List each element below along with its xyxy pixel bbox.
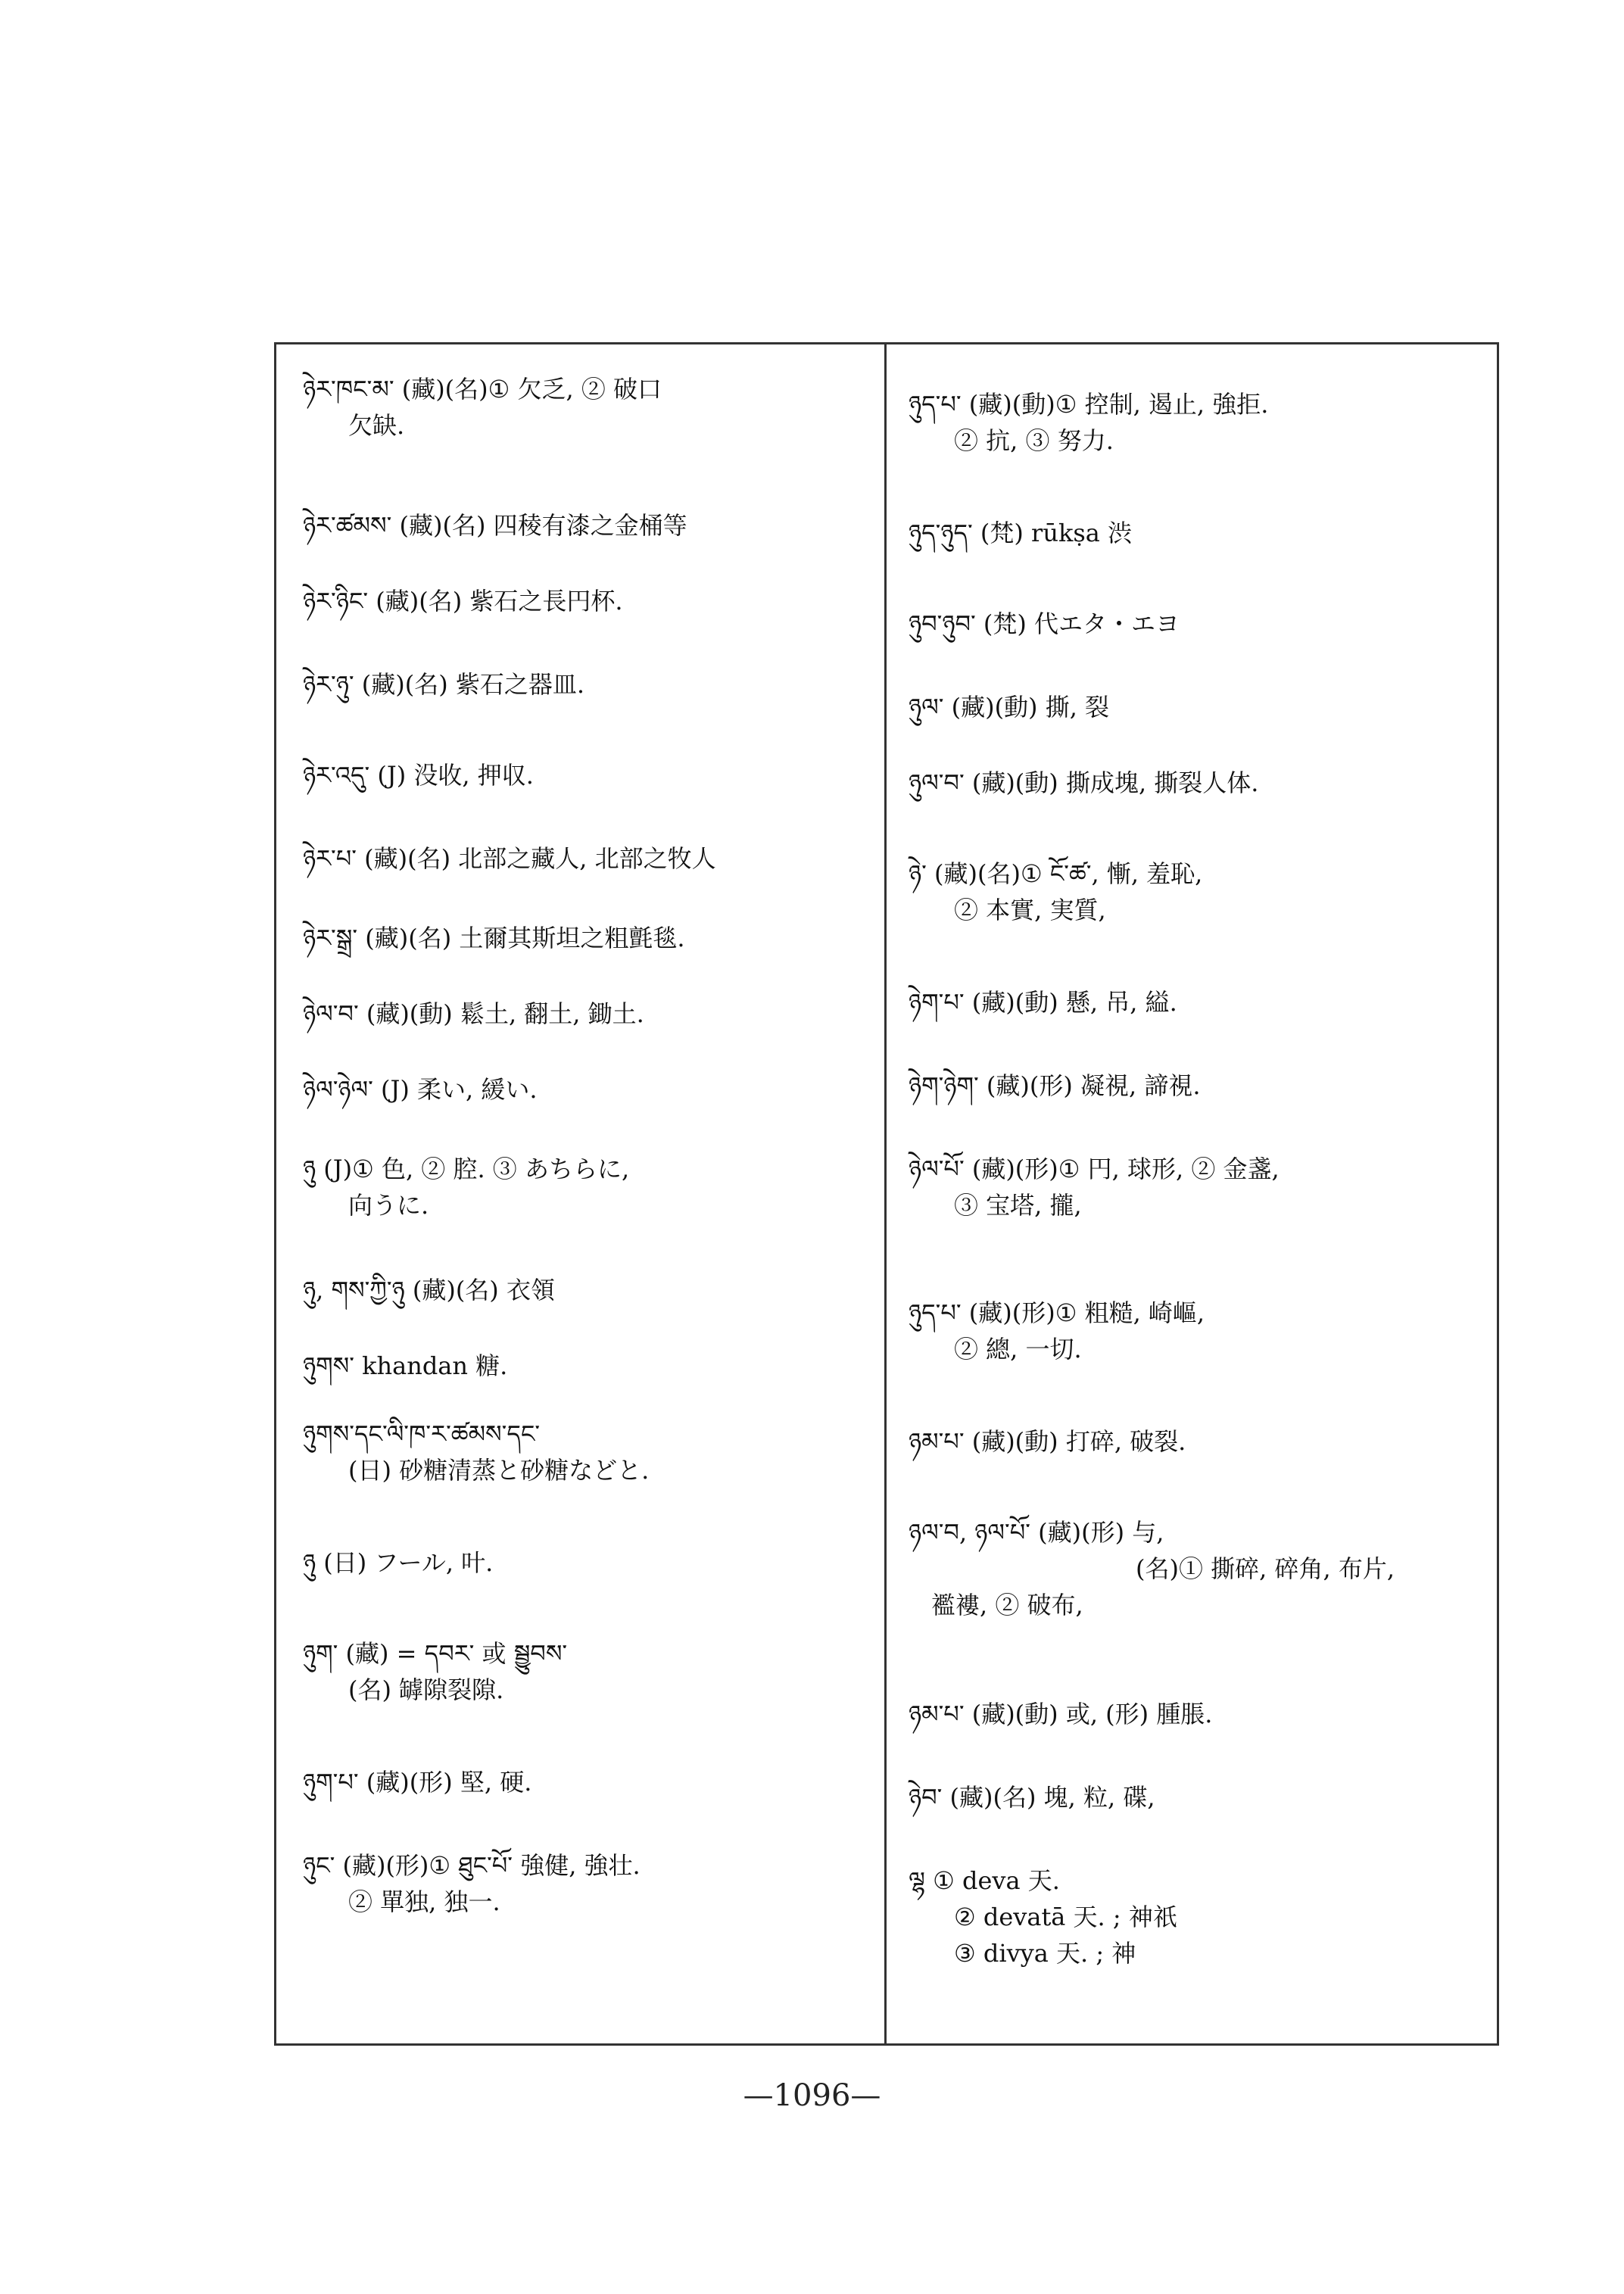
dictionary-entry: ཉེར་ཚམས་ (藏)(名) 四稜有漆之金桶等	[303, 511, 687, 540]
dictionary-entry: ཉུད་ཉུད་ (梵) rūkṣa 渋	[909, 519, 1133, 547]
dictionary-entry: ཉུག་ (藏) = དབར་ 或 སྦྱུབས་ (名) 罅隙裂隙.	[303, 1639, 568, 1704]
dictionary-entry: ཉེར་ཉུ་ (藏)(名) 紫石之器皿.	[303, 670, 585, 699]
dictionary-entry: ཉེག་པ་ (藏)(動) 懸, 吊, 縊.	[909, 988, 1177, 1017]
dictionary-entry: ཉེར་འདུ་ (J) 没收, 押収.	[303, 761, 534, 790]
dictionary-entry: ཉེར་པ་ (藏)(名) 北部之藏人, 北部之牧人	[303, 844, 716, 873]
dictionary-entry: ལྷ ① deva 天. ② devatā 天. ; 神祇 ③ divya 天. ; 神	[909, 1866, 1177, 1968]
dictionary-entry: ཉུད་པ་ (藏)(動)① 控制, 遏止, 強拒. ② 抗, ③ 努力.	[909, 390, 1269, 455]
dictionary-entry: ཉེར་སྒྲ་ (藏)(名) 土爾其斯坦之粗氈毯.	[303, 924, 685, 952]
dictionary-entry: ཉེལ་བ་ (藏)(動) 鬆土, 翻土, 鋤土.	[303, 999, 644, 1028]
dictionary-entry: ཉེལ་ཉེལ་ (J) 柔い, 緩い.	[303, 1075, 538, 1104]
dictionary-entry: ཉུགས་དང་ལི་ཁ་ར་ཚམས་དང་ (日) 砂糖清蒸と砂糖などと.	[303, 1420, 650, 1485]
dictionary-entry: ཉུག་པ་ (藏)(形) 堅, 硬.	[303, 1768, 532, 1797]
column-divider	[884, 342, 887, 2046]
dictionary-entry: ཉེར་ཁང་མ་ (藏)(名)① 欠乏, ② 破口 欠缺.	[303, 375, 662, 440]
dictionary-entry: ཉམ་པ་ (藏)(動) 打碎, 破裂.	[909, 1427, 1186, 1456]
dictionary-entry: ཉུལ་བ་ (藏)(動) 撕成塊, 撕裂人体.	[909, 768, 1259, 797]
dictionary-entry: ཉེར་ཉིང་ (藏)(名) 紫石之長円杯.	[303, 587, 623, 616]
dictionary-entry: ཉེབ་ (藏)(名) 塊, 粒, 碟,	[909, 1783, 1155, 1812]
dictionary-entry: ཉུ (J)① 色, ② 腔. ③ あちらに, 向うに.	[303, 1155, 630, 1220]
dictionary-entry: ཉུད་པ་ (藏)(形)① 粗糙, 崎嶇, ② 總, 一切.	[909, 1298, 1205, 1364]
dictionary-entry: ཉེ་ (藏)(名)① ངོ་ཚ་, 慚, 羞恥, ② 本實, 実質,	[909, 859, 1203, 924]
dictionary-entry: ཉེག་ཉེག་ (藏)(形) 凝視, 諦視.	[909, 1071, 1201, 1100]
dictionary-entry: ཉུལ་ (藏)(動) 撕, 裂	[909, 693, 1110, 722]
page-number: —1096—	[743, 2078, 881, 2113]
dictionary-entry: ཉུབ་ཉུབ་ (梵) 代エタ・エヨ	[909, 609, 1180, 638]
dictionary-entry: ཉུགས་ khandan 糖.	[303, 1351, 508, 1380]
dictionary-entry: ཉལ་བ, ཉལ་པོ་ (藏)(形) 与, (名)① 撕碎, 碎角, 布片, 襤褸, ② 破布,	[909, 1518, 1395, 1619]
dictionary-entry: ཉུ, གས་ཀྱི་ཉུ (藏)(名) 衣領	[303, 1276, 555, 1304]
dictionary-entry: ཉུ (日) フール, 叶.	[303, 1548, 494, 1577]
dictionary-entry: ཉམ་པ་ (藏)(動) 或, (形) 腫脹.	[909, 1700, 1213, 1728]
dictionary-entry: ཉུང་ (藏)(形)① ཐུང་པོ་ 強健, 強壮. ② 單独, 独一.	[303, 1851, 641, 1916]
dictionary-entry: ཉེལ་པོ་ (藏)(形)① 円, 球形, ② 金盞, ③ 宝塔, 攏,	[909, 1155, 1280, 1220]
